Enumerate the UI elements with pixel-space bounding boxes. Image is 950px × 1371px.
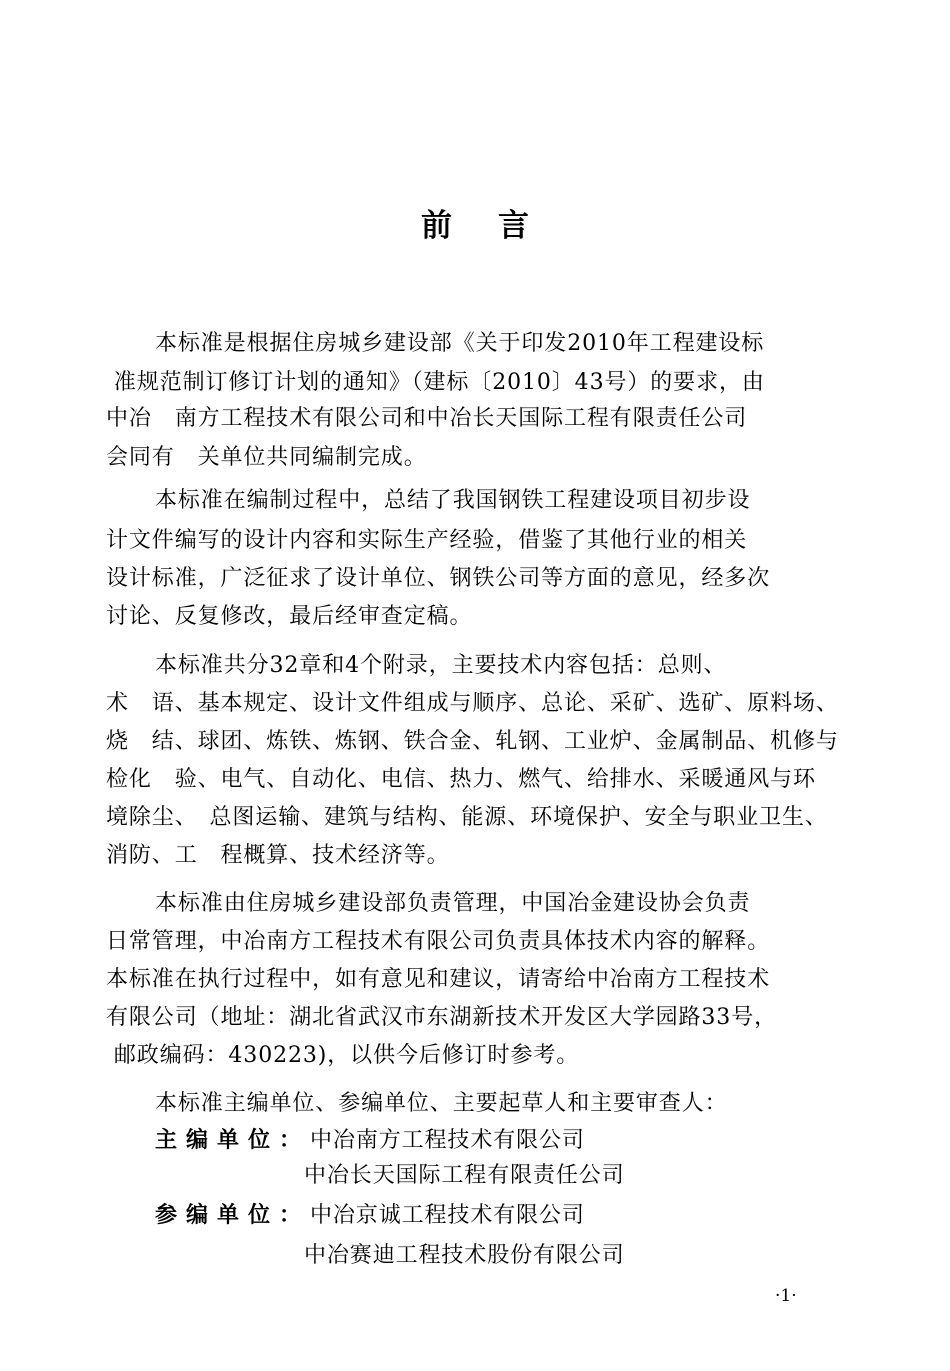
paragraph-line: 有限公司（地址：湖北省武汉市东湖新技术开发区大学园路33号， <box>106 1005 777 1030</box>
chief-unit-name: 中冶南方工程技术有限公司 <box>310 1128 585 1153</box>
paragraph-line: 会同有 关单位共同编制完成。 <box>106 445 427 470</box>
paragraph-line: 本标准由住房城乡建设部负责管理，中国冶金建设协会负责 <box>155 891 751 916</box>
paragraph-line: 日常管理，中冶南方工程技术有限公司负责具体技术内容的解释。 <box>106 929 771 954</box>
paragraph-line: 本标准共分32章和4个附录，主要技术内容包括：总则、 <box>155 653 727 678</box>
paragraph-line: 设计标准，广泛征求了设计单位、钢铁公司等方面的意见，经多次 <box>106 566 771 591</box>
paragraph-line: 本标准主编单位、参编单位、主要起草人和主要审查人： <box>155 1091 728 1116</box>
participating-units-label: 参编单位： <box>155 1203 311 1228</box>
paragraph-line: 消防、工 程概算、技术经济等。 <box>106 843 450 868</box>
paragraph-line: 境除尘、 总图运输、建筑与结构、能源、环境保护、安全与职业卫生、 <box>106 805 828 830</box>
chief-units-row <box>155 1127 585 1155</box>
paragraph-line: 中冶 南方工程技术有限公司和中冶长天国际工程有限责任公司 <box>106 406 748 431</box>
paragraph-line: 本标准在编制过程中，总结了我国钢铁工程建设项目初步设 <box>155 488 751 513</box>
chief-unit-name: 中冶长天国际工程有限责任公司 <box>304 1163 625 1188</box>
page-number: ·1· <box>775 1286 797 1306</box>
paragraph-line: 邮政编码：430223)，以供今后修订时参考。 <box>106 1043 580 1068</box>
paragraph-line: 准规范制订修订计划的通知》（建标〔2010〕43号）的要求，由 <box>106 370 765 395</box>
paragraph-line: 本标准在执行过程中，如有意见和建议，请寄给中冶南方工程技术 <box>106 967 771 992</box>
paragraph-line: 讨论、反复修改，最后经审查定稿。 <box>106 604 473 629</box>
paragraph-line: 烧 结、球团、炼铁、炼钢、铁合金、轧钢、工业炉、金属制品、机修与 <box>106 729 839 754</box>
paragraph-line: 本标准是根据住房城乡建设部《关于印发2010年工程建设标 <box>155 331 765 356</box>
participating-units-row <box>155 1202 585 1230</box>
paragraph-line: 计文件编写的设计内容和实际生产经验，借鉴了其他行业的相关 <box>106 528 748 553</box>
participating-unit-name: 中冶赛迪工程技术股份有限公司 <box>304 1243 625 1268</box>
chief-units-label: 主编单位： <box>155 1128 311 1153</box>
page-title: 前言 <box>421 208 575 244</box>
paragraph-line: 术 语、基本规定、设计文件组成与顺序、总论、采矿、选矿、原料场、 <box>106 691 839 716</box>
paragraph-line: 检化 验、电气、自动化、电信、热力、燃气、给排水、采暖通风与环 <box>106 767 816 792</box>
participating-unit-name: 中冶京诚工程技术有限公司 <box>310 1203 585 1228</box>
